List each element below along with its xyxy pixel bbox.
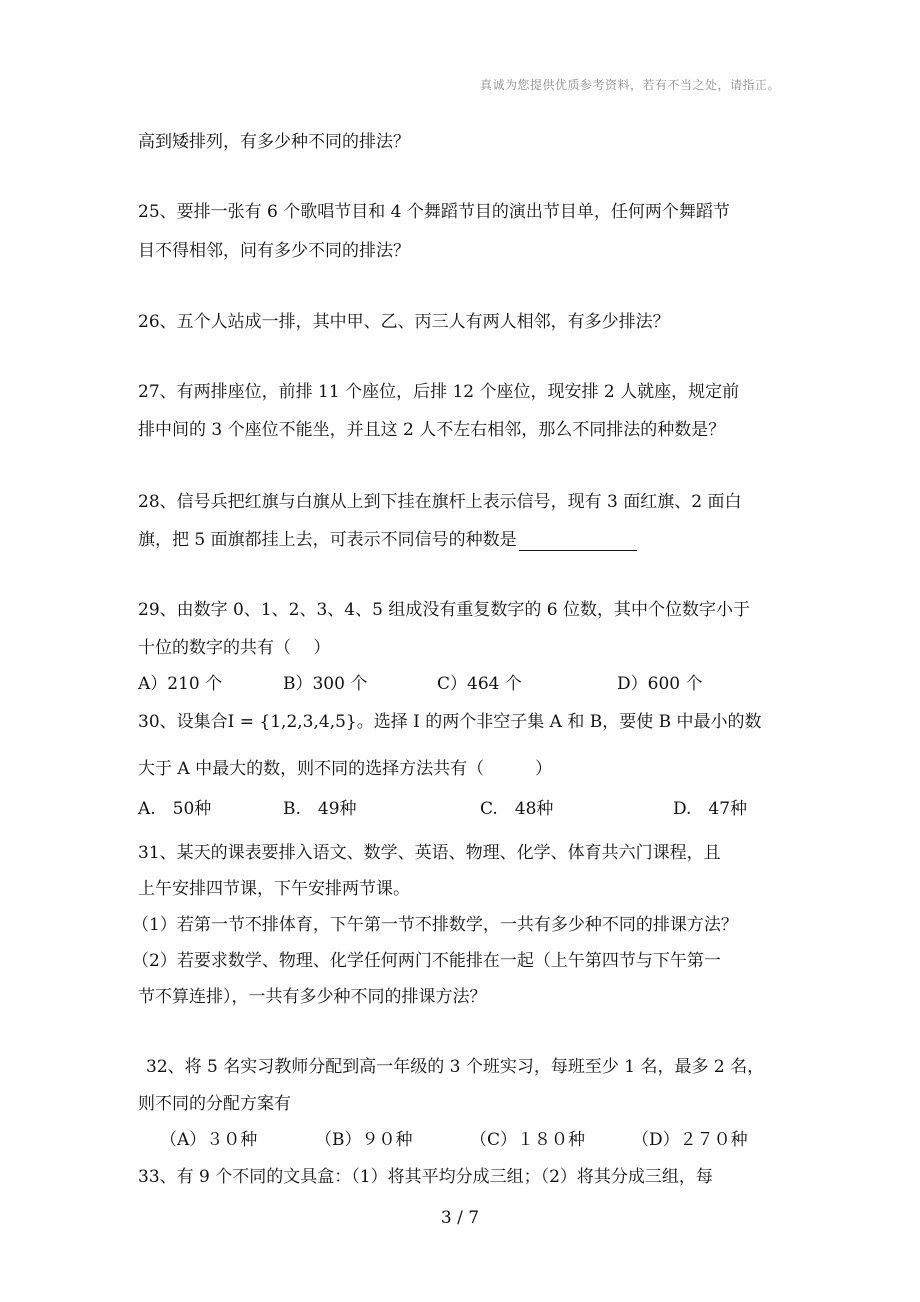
question-30-prefix: 30、设集合	[138, 712, 228, 732]
q30-option-d: D. 47种	[673, 799, 748, 819]
question-31-part-1: （1）若第一节不排体育，下午第一节不排数学，一共有多少种不同的排课方法？	[132, 915, 738, 935]
page-header: 真诚为您提供优质参考资料，若有不当之处，请指正。	[479, 78, 780, 92]
question-31-line-2: 上午安排四节课，下午安排两节课。	[138, 879, 410, 899]
q32-option-a: （A）３０种	[160, 1130, 258, 1150]
answer-blank	[519, 534, 637, 551]
set-formula: I = {1,2,3,4,5}	[227, 712, 357, 732]
q29-option-a: A）210 个	[138, 674, 223, 694]
question-26: 26、五个人站成一排，其中甲、乙、丙三人有两人相邻，有多少排法？	[138, 312, 670, 332]
question-30-suffix: 。选择 I 的两个非空子集 A 和 B，要使 B 中最小的数	[356, 712, 762, 732]
question-31-line-1: 31、某天的课表要排入语文、数学、英语、物理、化学、体育共六门课程，且	[138, 843, 721, 863]
question-27-line-1: 27、有两排座位，前排 11 个座位，后排 12 个座位，现安排 2 人就座，规定前	[138, 382, 740, 402]
question-30-line-2: 大于 A 中最大的数，则不同的选择方法共有（ ）	[138, 759, 553, 779]
question-32-line-1: 32、将 5 名实习教师分配到高一年级的 3 个班实习，每班至少 1 名，最多 2 名，	[146, 1057, 765, 1077]
question-25-line-1: 25、要排一张有 6 个歌唱节目和 4 个舞蹈节目的演出节目单，任何两个舞蹈节	[138, 202, 730, 222]
q32-option-c: （C）１８０种	[470, 1130, 586, 1150]
question-33: 33、有 9 个不同的文具盒：（1）将其平均分成三组；（2）将其分成三组，每	[138, 1167, 713, 1187]
question-28-text: 旗，把 5 面旗都挂上去，可表示不同信号的种数是	[138, 530, 517, 550]
question-31-part-2-line-2: 节不算连排），一共有多少种不同的排课方法？	[138, 987, 487, 1007]
q29-option-c: C）464 个	[437, 674, 522, 694]
question-31-part-2-line-1: （2）若要求数学、物理、化学任何两门不能排在一起（上午第四节与下午第一	[132, 951, 721, 971]
page-number: 3 / 7	[440, 1208, 480, 1228]
question-25-line-2: 目不得相邻，问有多少不同的排法？	[138, 241, 410, 261]
q32-option-d: （D）２７０种	[632, 1130, 748, 1150]
question-28-line-1: 28、信号兵把红旗与白旗从上到下挂在旗杆上表示信号，现有 3 面红旗、2 面白	[138, 492, 742, 512]
q30-option-a: A. 50种	[138, 799, 212, 819]
question-29-line-2: 十位的数字的共有（ ）	[138, 638, 331, 658]
question-27-line-2: 排中间的 3 个座位不能坐，并且这 2 人不左右相邻，那么不同排法的种数是？	[138, 420, 726, 440]
question-30-line-1	[138, 711, 762, 733]
q29-option-b: B）300 个	[283, 674, 368, 694]
q32-option-b: （B）９０种	[315, 1130, 413, 1150]
q29-option-d: D）600 个	[617, 674, 703, 694]
text-line: 高到矮排列，有多少种不同的排法？	[138, 132, 410, 152]
question-32-line-2: 则不同的分配方案有	[138, 1094, 291, 1114]
question-29-line-1: 29、由数字 0、1、2、3、4、5 组成没有重复数字的 6 位数，其中个位数字小于	[138, 600, 750, 620]
q30-option-c: C. 48种	[480, 799, 554, 819]
q30-option-b: B. 49种	[283, 799, 357, 819]
question-28-line-2	[138, 529, 637, 551]
